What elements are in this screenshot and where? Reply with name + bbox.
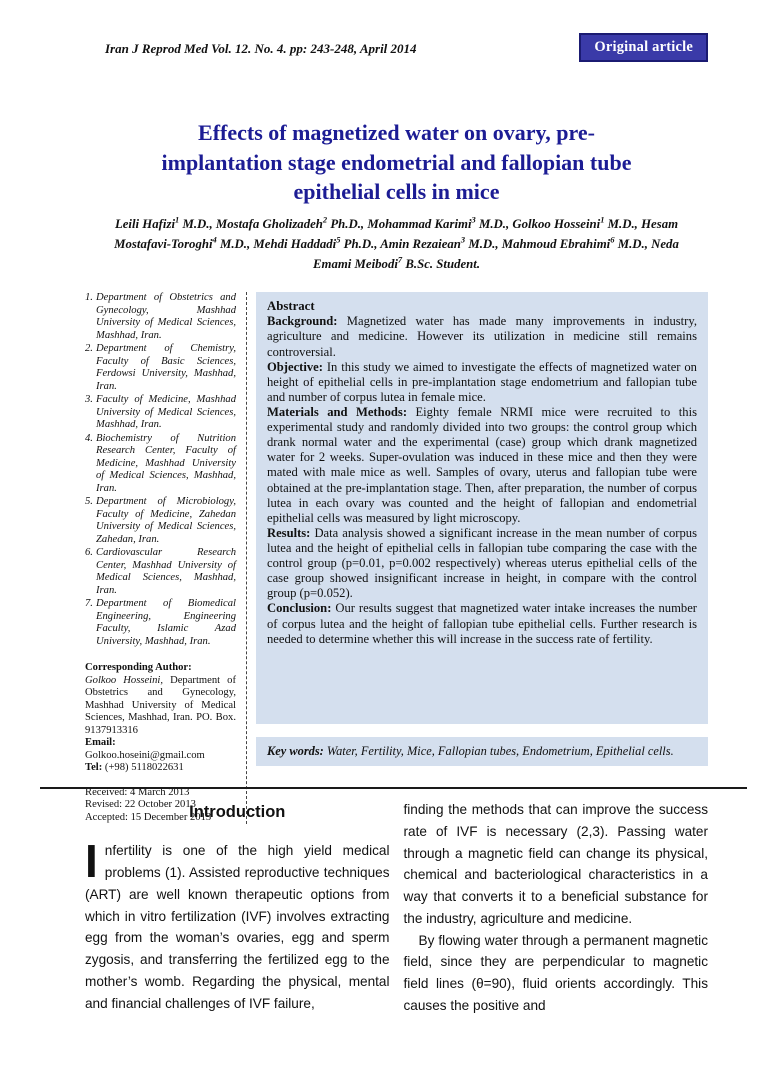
intro-paragraph-1-text: nfertility is one of the high yield medical problems (1). Assisted reproductive techniques (ART) are well known therapeutic options from which in vitro fertilization (IVF) involves extracting egg from the woman’s ovaries, egg and sperm zygosis, and transferring the fertilized egg to the mother’s womb. Regarding the physical, mental and financial challenges of IVF failure,	[85, 843, 390, 1011]
keywords-box	[256, 737, 708, 766]
author-name: Golkoo Hosseini$^1$ M.D.,	[512, 215, 642, 232]
affiliation-item: Faculty of Medicine, Mashhad University of Medical Sciences, Mashhad, Iran.	[96, 394, 236, 430]
email-label: Email:	[85, 737, 116, 748]
main-block	[85, 292, 708, 824]
author-name: Neda Emami Meibodi$^7$ B.Sc. Student.	[312, 237, 679, 271]
introduction-section	[85, 799, 708, 1017]
intro-paragraph-2: finding the methods that can improve the success rate of IVF is necessary (2,3). Passing water through a magnetic field can change its physical, chemical and bacteriological characteristics in a way that converts it to a beneficial substance for the industry, agriculture and medicine.	[403, 802, 708, 926]
author-name: Mahmoud Ebrahimi$^6$ M.D.,	[501, 234, 652, 252]
title-line-1: Effects of magnetized water on ovary, pre-	[198, 120, 595, 145]
title-line-2: implantation stage endometrial and fallopian tube	[161, 149, 632, 175]
abstract-column	[247, 292, 708, 824]
intro-paragraph-1	[85, 835, 390, 1014]
affiliation-item: Biochemistry of Nutrition Research Center, Faculty of Medicine, Mashhad University of Medical Sciences, Mashhad, Iran.	[96, 432, 236, 494]
author-name: Mostafa Gholizadeh$^2$ Ph.D.,	[215, 215, 368, 232]
keywords-label: Key words:	[267, 744, 324, 758]
sidebar	[85, 292, 247, 824]
affiliation-item: Cardiovascular Research Center, Mashhad University of Medical Sciences, Mashhad, Iran.	[96, 547, 236, 596]
affiliation-item: Department of Obstetrics and Gynecology, Mashhad University of Medical Sciences, Mashhad, Iran.	[96, 292, 236, 341]
affiliation-item: Department of Chemistry, Faculty of Basic Sciences, Ferdowsi University, Mashhad, Iran.	[96, 343, 236, 392]
author-name: Hesam Mostafavi-Toroghi$^4$ M.D.,	[114, 217, 679, 252]
author-name: Mehdi Haddadi$^5$ Ph.D.,	[253, 234, 381, 252]
keywords-text: Water, Fertility, Mice, Fallopian tubes, Endometrium, Epithelial cells.	[323, 744, 674, 758]
abstract-section: Background: Magnetized water has made many improvements in industry, agriculture and medicine. However its utilization in medicine still remains controversial.	[267, 314, 697, 359]
abstract-section: Conclusion: Our results suggest that magnetized water intake increases the number of corpus lutea and the height of fallopian tube epithelial cells. Further research is needed to determine whether this will increase in the success rate of fertility.	[267, 601, 697, 646]
revised-date: Revised: 22 October 2013	[85, 799, 196, 810]
abstract-section: Objective: In this study we aimed to investigate the effects of magnetized water on height of epithelial cells in pre-implantation stage endometrium and fallopian tube and number of corpus lutea in female mice.	[267, 359, 697, 404]
abstract-box	[256, 292, 708, 724]
dropcap-letter: I	[85, 835, 98, 888]
author-list	[95, 214, 698, 273]
abstract-section: Materials and Methods: Eighty female NRMI mice were recruited to this experimental study and randomly divided into two groups: the control group which drank normal water and the experimental (case) group which drank magnetized water for 2 weeks. Super-ovulation was induced in these mice and then they were mated with male mice as well. Samples of ovary, uterus and fallopian tube were obtained at the pre-implantation stage. Then, after preparation, the number of corpus lutea in each ovary was counted and the height of fallopian and endometrial epithelial cells was measured by light microscopy.	[267, 405, 697, 525]
corresponding-author-address: Department of Obstetrics and Gynecology, Mashhad University of Medical Sciences, Mashhad, Iran. PO. Box. 9137913316	[85, 674, 236, 736]
abstract-section: Results: Data analysis showed a significant increase in the mean number of corpus lutea and the height of epithelial cells in fallopian tube comparing the case with the control group (p=0.01, p=0.002 respectively) whereas uterus epithelial cells of the case group showed insignificant increase in height, in compare with the control group (p=0.052).	[267, 525, 697, 601]
email-value: Golkoo.hoseini@gmail.com	[85, 749, 205, 761]
intro-right-column	[404, 799, 709, 1017]
author-name: Leili Hafizi$^1$ M.D.,	[114, 215, 216, 232]
corresponding-author-block	[85, 662, 236, 775]
author-name: Mohammad Karimi$^3$ M.D.,	[367, 215, 513, 232]
corresponding-author-name: Golkoo Hosseini,	[85, 674, 163, 686]
article-title	[85, 118, 708, 207]
tel-value: (+98) 5118022631	[102, 762, 184, 773]
author-name: Amin Rezaiean$^3$ M.D.,	[380, 234, 502, 252]
intro-left-column	[85, 799, 390, 1017]
article-type-badge: Original article	[579, 33, 708, 62]
abstract-sections	[267, 314, 697, 646]
accepted-date: Accepted: 15 December 2013	[85, 811, 212, 823]
journal-citation: Iran J Reprod Med Vol. 12. No. 4. pp: 243-248, April 2014	[105, 41, 417, 56]
intro-paragraph-3: By flowing water through a permanent magnetic field, since they are perpendicular to magnetic field lines (θ=90), fluid orients accordingly. This causes the positive and	[403, 932, 708, 1013]
abstract-heading: Abstract	[267, 299, 315, 313]
affiliation-list	[85, 292, 236, 648]
affiliation-item: Department of Microbiology, Faculty of Medicine, Zahedan University of Medical Sciences, Zahedan, Iran.	[96, 496, 236, 545]
introduction-heading: Introduction	[189, 803, 286, 821]
affiliation-item: Department of Biomedical Engineering, Engineering Faculty, Islamic Azad University, Mashhad, Iran.	[96, 598, 236, 647]
title-line-3: epithelial cells in mice	[293, 179, 500, 205]
received-date: Received: 4 March 2013	[85, 786, 190, 798]
corresponding-author-label: Corresponding Author:	[85, 662, 192, 673]
page-header	[85, 33, 708, 62]
section-divider-rule	[40, 787, 747, 789]
tel-label: Tel:	[85, 762, 103, 773]
